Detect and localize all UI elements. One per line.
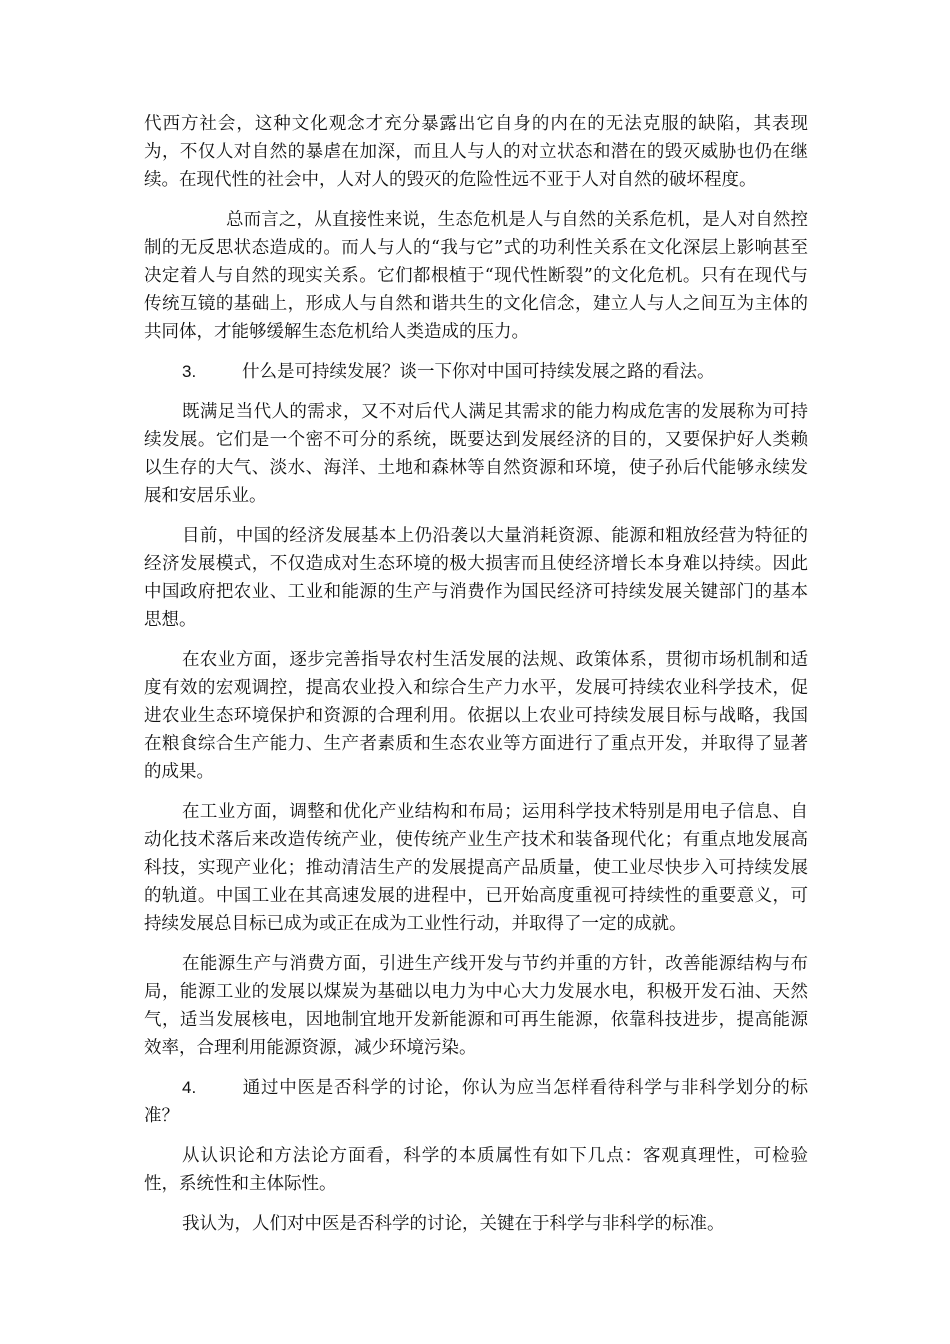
question-4	[144, 1074, 808, 1130]
question-3-text: 什么是可持续发展？谈一下你对中国可持续发展之路的看法。	[242, 362, 715, 382]
paragraph-summary: 总而言之，从直接性来说，生态危机是人与自然的关系危机，是人对自然控制的无反思状态造成的。而人与人的“我与它”式的功利性关系在文化深层上影响甚至决定着人与自然的现实关系。它们都根植于“现代性断裂”的文化危机。只有在现代与传统互镜的基础上，形成人与自然和谐共生的文化信念，建立人与人之间互为主体的共同体，才能够缓解生态危机给人类造成的压力。	[144, 210, 808, 342]
question-3	[144, 358, 808, 386]
paragraph-definition: 既满足当代人的需求，又不对后代人满足其需求的能力构成危害的发展称为可持续发展。它们是一个密不可分的系统，既要达到发展经济的目的，又要保护好人类赖以生存的大气、淡水、海洋、土地和森林等自然资源和环境，使子孙后代能够永续发展和安居乐业。	[144, 402, 808, 506]
question-4-number: 4.	[182, 1078, 197, 1097]
paragraph-industry: 在工业方面，调整和优化产业结构和布局；运用科学技术特别是用电子信息、自动化技术落后来改造传统产业，使传统产业生产技术和装备现代化；有重点地发展高科技，实现产业化；推动清洁生产的发展提高产品质量，使工业尽快步入可持续发展的轨道。中国工业在其高速发展的进程中，已开始高度重视可持续性的重要意义，可持续发展总目标已成为或正在成为工业性行动，并取得了一定的成就。	[144, 802, 808, 934]
question-3-number: 3.	[182, 362, 197, 381]
paragraph-current-situation: 目前，中国的经济发展基本上仍沿袭以大量消耗资源、能源和粗放经营为特征的经济发展模式，不仅造成对生态环境的极大损害而且使经济增长本身难以持续。因此中国政府把农业、工业和能源的生产与消费作为国民经济可持续发展关键部门的基本思想。	[144, 526, 808, 630]
paragraph-science-attributes: 从认识论和方法论方面看，科学的本质属性有如下几点：客观真理性，可检验性，系统性和主体际性。	[144, 1146, 808, 1194]
question-4-text: 通过中医是否科学的讨论，你认为应当怎样看待科学与非科学划分的标准？	[144, 1078, 808, 1126]
paragraph-energy: 在能源生产与消费方面，引进生产线开发与节约并重的方针，改善能源结构与布局，能源工业的发展以煤炭为基础以电力为中心大力发展水电，积极开发石油、天然气，适当发展核电，因地制宜地开发新能源和可再生能源，依靠科技进步，提高能源效率，合理利用能源资源，减少环境污染。	[144, 954, 808, 1058]
paragraph-agriculture: 在农业方面，逐步完善指导农村生活发展的法规、政策体系，贯彻市场机制和适度有效的宏观调控，提高农业投入和综合生产力水平，发展可持续农业科学技术，促进农业生态环境保护和资源的合理利用。依据以上农业可持续发展目标与战略，我国在粮食综合生产能力、生产者素质和生态农业等方面进行了重点开发，并取得了显著的成果。	[144, 650, 808, 782]
paragraph-western-society: 代西方社会，这种文化观念才充分暴露出它自身的内在的无法克服的缺陷，其表现为，不仅人对自然的暴虐在加深，而且人与人的对立状态和潜在的毁灭威胁也仍在继续。在现代性的社会中，人对人的毁灭的危险性远不亚于人对自然的破坏程度。	[144, 114, 808, 190]
document-body	[144, 110, 808, 1250]
paragraph-opinion: 我认为，人们对中医是否科学的讨论，关键在于科学与非科学的标准。	[182, 1214, 725, 1234]
